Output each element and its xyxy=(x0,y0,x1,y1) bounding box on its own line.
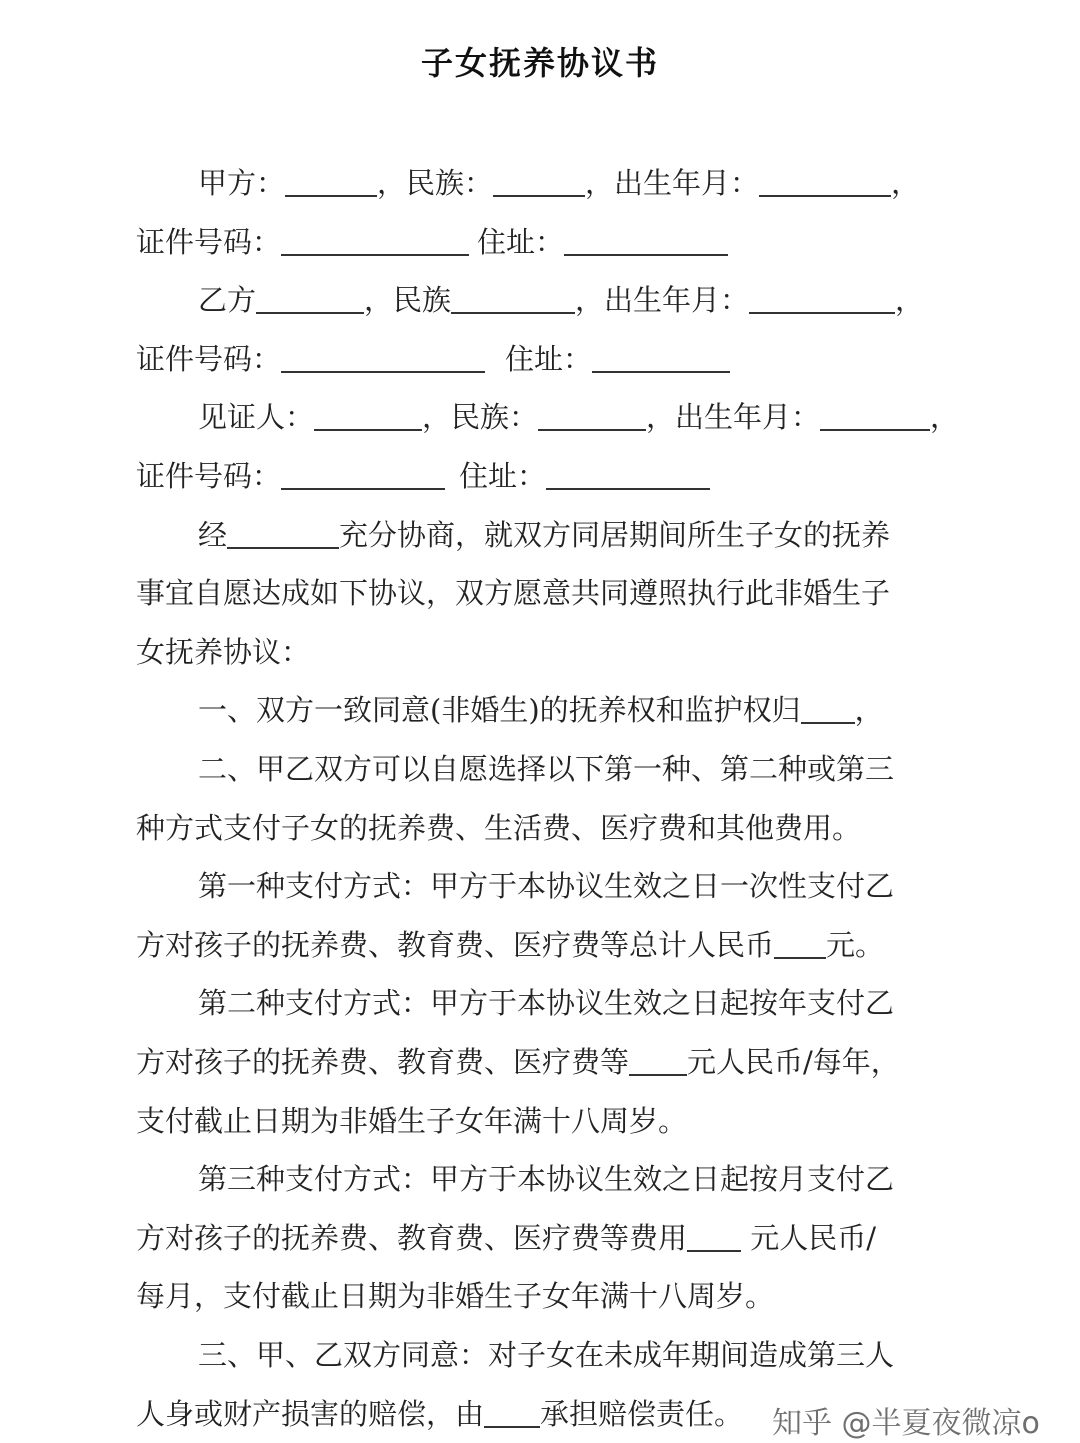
punct: ， xyxy=(930,400,960,434)
intro-line-2: 事宜自愿达成如下协议，双方愿意共同遵照执行此非婚生子 xyxy=(136,576,891,610)
clause-2-line-2: 种方式支付子女的抚养费、生活费、医疗费和其他费用。 xyxy=(136,811,862,845)
party-b-id-blank[interactable] xyxy=(281,341,485,373)
clause-3-line-1: 三、甲、乙双方同意：对子女在未成年期间造成第三人 xyxy=(198,1338,895,1372)
intro-line-1 xyxy=(198,515,890,555)
payment-1-text: 方对孩子的抚养费、教育费、医疗费等总计人民币 xyxy=(136,928,775,962)
payment-2-line-2 xyxy=(136,1042,900,1082)
party-b-line xyxy=(198,280,924,320)
party-b-address-blank[interactable] xyxy=(592,341,730,373)
witness-address-label: 住址： xyxy=(459,459,547,493)
party-a-id-line xyxy=(136,222,728,262)
payment-2-text: 方对孩子的抚养费、教育费、医疗费等 xyxy=(136,1045,630,1079)
payment-3-line-1: 第三种支付方式：甲方于本协议生效之日起按月支付乙 xyxy=(198,1162,895,1196)
punct: ， xyxy=(891,166,921,200)
party-a-birth-label: ，出生年月： xyxy=(585,166,760,200)
party-a-line xyxy=(198,163,920,203)
clause-1-text: 一、双方一致同意(非婚生)的抚养权和监护权归 xyxy=(198,693,801,727)
party-b-label: 乙方 xyxy=(198,283,257,317)
intro-blank[interactable] xyxy=(227,517,339,549)
watermark: 知乎 @半夏夜微凉o xyxy=(772,1406,1040,1441)
witness-ethnicity-blank[interactable] xyxy=(538,399,646,431)
clause-1 xyxy=(198,690,884,730)
witness-line xyxy=(198,397,959,437)
payment-1-line-1: 第一种支付方式：甲方于本协议生效之日一次性支付乙 xyxy=(198,869,895,903)
witness-ethnicity-label: ，民族： xyxy=(422,400,539,434)
clause-2-line-1: 二、甲乙双方可以自愿选择以下第一种、第二种或第三 xyxy=(198,752,895,786)
payment-1-unit: 元。 xyxy=(826,928,885,962)
party-b-ethnicity-label: ，民族 xyxy=(364,283,452,317)
party-a-id-label: 证件号码： xyxy=(136,225,282,259)
witness-label: 见证人： xyxy=(198,400,315,434)
document-title: 子女抚养协议书 xyxy=(420,44,659,82)
party-a-name-blank[interactable] xyxy=(285,165,377,197)
witness-address-blank[interactable] xyxy=(546,458,710,490)
clause-3-line-2 xyxy=(136,1394,743,1434)
clause-3-blank[interactable] xyxy=(484,1396,540,1428)
party-a-id-blank[interactable] xyxy=(281,224,469,256)
payment-2-line-1: 第二种支付方式：甲方于本协议生效之日起按年支付乙 xyxy=(198,986,895,1020)
party-a-address-blank[interactable] xyxy=(564,224,728,256)
party-a-birth-blank[interactable] xyxy=(759,165,891,197)
party-a-label: 甲方： xyxy=(198,166,286,200)
payment-3-unit: 元人民币/ xyxy=(741,1221,877,1255)
intro-prefix: 经 xyxy=(198,518,228,552)
party-b-id-line xyxy=(136,339,730,379)
party-a-ethnicity-blank[interactable] xyxy=(493,165,585,197)
clause-3-text: 人身或财产损害的赔偿，由 xyxy=(136,1397,485,1431)
intro-text: 充分协商，就双方同居期间所生子女的抚养 xyxy=(339,518,891,552)
witness-birth-blank[interactable] xyxy=(820,399,930,431)
witness-id-blank[interactable] xyxy=(281,458,445,490)
party-b-ethnicity-blank[interactable] xyxy=(451,282,575,314)
clause-1-blank[interactable] xyxy=(801,692,855,724)
clause-3-end: 承担赔偿责任。 xyxy=(540,1397,744,1431)
witness-id-label: 证件号码： xyxy=(136,459,282,493)
payment-3-amount-blank[interactable] xyxy=(687,1220,741,1252)
witness-id-line xyxy=(136,456,710,496)
party-a-ethnicity-label: ，民族： xyxy=(377,166,494,200)
party-a-address-label: 住址： xyxy=(477,225,565,259)
payment-3-text: 方对孩子的抚养费、教育费、医疗费等费用 xyxy=(136,1221,688,1255)
payment-3-line-2 xyxy=(136,1218,876,1258)
payment-2-amount-blank[interactable] xyxy=(629,1044,687,1076)
party-b-address-label: 住址： xyxy=(505,342,593,376)
payment-3-line-3: 每月，支付截止日期为非婚生子女年满十八周岁。 xyxy=(136,1279,775,1313)
witness-birth-label: ，出生年月： xyxy=(646,400,821,434)
party-b-birth-label: ，出生年月： xyxy=(575,283,750,317)
payment-2-line-3: 支付截止日期为非婚生子女年满十八周岁。 xyxy=(136,1104,688,1138)
payment-1-amount-blank[interactable] xyxy=(774,927,826,959)
punct: ， xyxy=(854,693,884,727)
witness-name-blank[interactable] xyxy=(314,399,422,431)
payment-2-unit: 元人民币/每年， xyxy=(687,1045,900,1079)
payment-1-line-2 xyxy=(136,925,884,965)
party-b-birth-blank[interactable] xyxy=(749,282,895,314)
party-b-name-blank[interactable] xyxy=(256,282,364,314)
punct: ， xyxy=(895,283,925,317)
intro-line-3: 女抚养协议： xyxy=(136,635,311,669)
party-b-id-label: 证件号码： xyxy=(136,342,282,376)
